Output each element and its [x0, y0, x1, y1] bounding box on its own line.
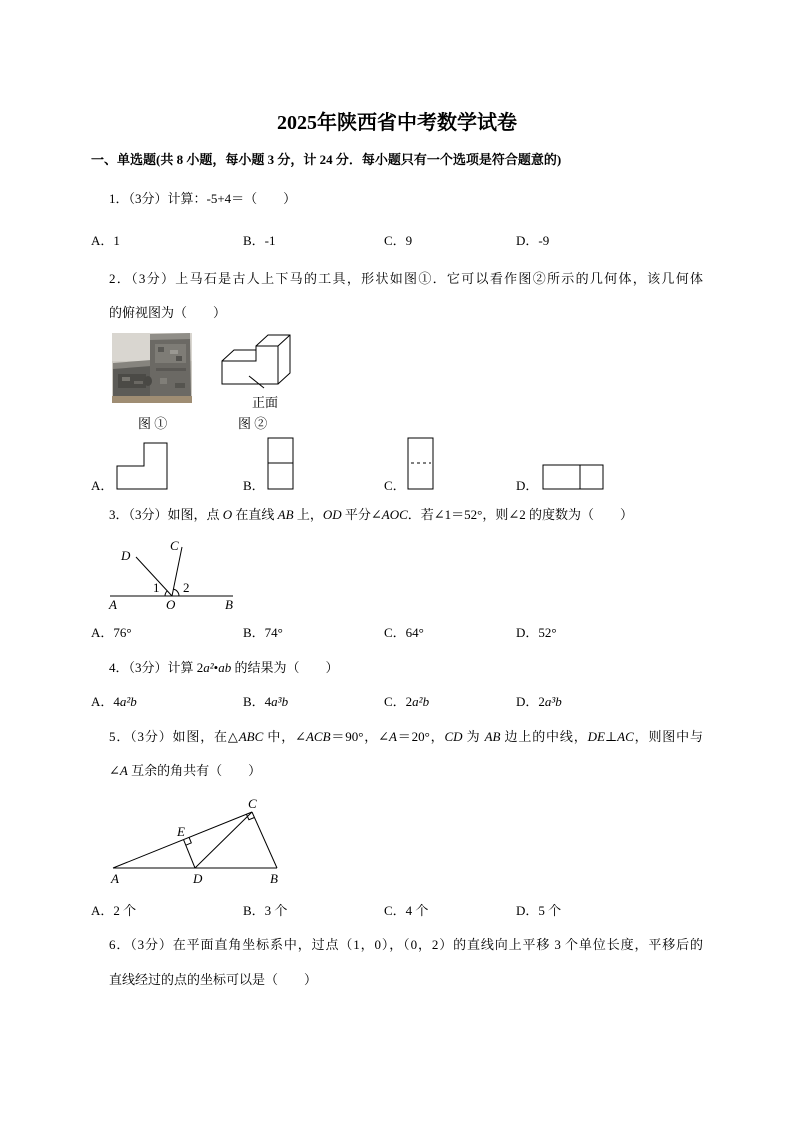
q2-option-c-label: C．	[384, 478, 406, 493]
q5-stem-text: ，则图中与	[633, 729, 703, 744]
q5-option-d: D．5 个	[516, 903, 562, 918]
section-heading: 一、单选题(共 8 小题，每小题 3 分，计 24 分．每小题只有一个选项是符合题意的)	[91, 152, 562, 167]
q5-option-a: A．2 个	[91, 903, 137, 918]
q3-stem	[109, 505, 633, 525]
right-angle-mark-e	[186, 837, 192, 845]
q5-option-b: B．3 个	[243, 903, 288, 918]
q3-label-b: B	[225, 597, 233, 612]
q5-stem-text: ＝90°，∠	[330, 729, 389, 744]
solid-edge	[278, 335, 290, 346]
q5-stem-var: AC	[617, 729, 634, 744]
q5-stem-text: ＝20°，	[396, 729, 445, 744]
q3-option-a: A．76°	[91, 625, 132, 640]
q5-stem-var: A	[388, 729, 397, 744]
q5-stem-text: 互余的角共有（ ）	[127, 763, 262, 778]
q3-stem-var: AOC	[381, 507, 408, 522]
q1-option-d: D．-9	[516, 233, 550, 248]
q1-stem: 1．（3分）计算：-5+4＝（ ）	[109, 191, 297, 206]
q3-stem-var: O	[222, 507, 233, 522]
q4-stem-dot: •	[213, 660, 219, 675]
q6-stem-line2: 直线经过的点的坐标可以是（ ）	[109, 972, 318, 987]
solid-drawing	[222, 335, 290, 388]
q2-option-d-label: D．	[516, 478, 539, 493]
q5-label-c: C	[248, 796, 257, 811]
q5-stem-var: DE	[587, 729, 605, 744]
q5-stem-var: AB	[484, 729, 501, 744]
q4-option-expr: a²b	[412, 694, 430, 709]
q6-stem-line1: 6．（3分）在平面直角坐标系中，过点（1，0），（0，2）的直线向上平移 3 个单位长度，平移后的	[109, 937, 703, 952]
angle-2-arc	[173, 589, 179, 596]
solid-front-face	[222, 346, 278, 384]
side-ac	[113, 812, 252, 868]
q5-label-d: D	[193, 871, 203, 886]
q5-stem-var: ACB	[305, 729, 331, 744]
ray-oc	[172, 547, 182, 596]
q2-stem-line2: 的俯视图为（ ）	[109, 305, 227, 320]
figure-caption-2: 图 ②	[238, 416, 268, 431]
angle-1-arc	[165, 591, 167, 596]
q3-label-c: C	[170, 538, 179, 553]
front-pointer-line	[249, 376, 264, 388]
median-cd	[195, 812, 252, 868]
q2-stem-line1: 2．（3分）上马石是古人上下马的工具，形状如图①．它可以看作图②所示的几何体，该几何体	[109, 271, 703, 286]
q4-option-d	[516, 692, 562, 712]
q3-angle-label-1: 1	[153, 580, 160, 595]
q1-option-a: A．1	[91, 233, 120, 248]
q4-stem-text: 4．（3分）计算 2	[109, 660, 204, 675]
q3-angle-label-2: 2	[183, 580, 190, 595]
q3-option-b: B．74°	[243, 625, 283, 640]
stone-photo	[112, 333, 192, 403]
q5-label-a: A	[111, 871, 119, 886]
q3-stem-var: AB	[277, 507, 294, 522]
q2-option-a-figure	[117, 443, 167, 489]
q2-option-d-figure	[543, 465, 603, 489]
q4-option-prefix: C．2	[384, 694, 413, 709]
q3-stem-text: 在直线	[232, 507, 278, 522]
q3-stem-text: 3．（3分）如图，点	[109, 507, 223, 522]
q4-option-prefix: B．4	[243, 694, 272, 709]
front-label: 正面	[252, 395, 279, 410]
q3-stem-text: ．若∠1＝52°，则∠2 的度数为（ ）	[407, 507, 633, 522]
q3-stem-text: 上，	[293, 507, 323, 522]
q4-option-b	[243, 692, 288, 712]
q4-stem-var: a²	[203, 660, 214, 675]
q5-stem-text: 边上的中线，	[500, 729, 588, 744]
q4-option-c	[384, 692, 429, 712]
q3-stem-var: OD	[322, 507, 342, 522]
q4-option-a	[91, 692, 137, 712]
ray-od	[136, 557, 172, 596]
q1-option-c: C．9	[384, 233, 413, 248]
q5-option-c: C．4 个	[384, 903, 429, 918]
q5-figure	[113, 812, 277, 868]
q5-stem-perp: ⊥	[604, 729, 618, 744]
q5-stem-var: CD	[444, 729, 463, 744]
page-title: 2025年陕西省中考数学试卷	[277, 112, 517, 134]
q5-stem-text: 为	[462, 729, 485, 744]
q5-label-e: E	[177, 824, 185, 839]
q5-stem-text: ∠	[109, 763, 120, 778]
q2-option-c-figure	[408, 438, 433, 489]
q1-option-b: B．-1	[243, 233, 276, 248]
q5-stem-text: 5．（3分）如图，在△	[109, 729, 239, 744]
q3-label-d: D	[121, 548, 131, 563]
q3-option-d: D．52°	[516, 625, 557, 640]
q5-stem-line2	[109, 761, 261, 781]
right-angle-mark-c	[246, 814, 254, 820]
solid-high-top-right	[256, 335, 290, 384]
q5-stem-var: A	[119, 763, 128, 778]
q3-label-a: A	[109, 597, 117, 612]
q4-stem-text: 的结果为（ ）	[231, 660, 339, 675]
q5-stem-line1	[109, 727, 703, 747]
q4-option-prefix: D．2	[516, 694, 545, 709]
segment-de	[184, 840, 196, 868]
q4-option-expr: a²b	[119, 694, 137, 709]
q5-stem-text: 中，∠	[263, 729, 306, 744]
figure-caption-1: 图 ①	[138, 416, 168, 431]
q2-option-b-figure	[268, 438, 293, 489]
q4-option-prefix: A．4	[91, 694, 120, 709]
q4-stem-var: ab	[218, 660, 232, 675]
q5-stem-var: ABC	[238, 729, 264, 744]
q4-option-expr: a³b	[271, 694, 289, 709]
q4-stem	[109, 658, 339, 678]
q3-option-c: C．64°	[384, 625, 424, 640]
q3-label-o: O	[166, 597, 176, 612]
q4-option-expr: a³b	[544, 694, 562, 709]
solid-low-top	[222, 350, 256, 361]
q2-option-b-label: B．	[243, 478, 265, 493]
q3-figure	[110, 547, 233, 596]
q5-label-b: B	[270, 871, 278, 886]
side-bc	[252, 812, 277, 868]
q2-option-a-label: A．	[91, 478, 114, 493]
q3-stem-text: 平分∠	[341, 507, 382, 522]
